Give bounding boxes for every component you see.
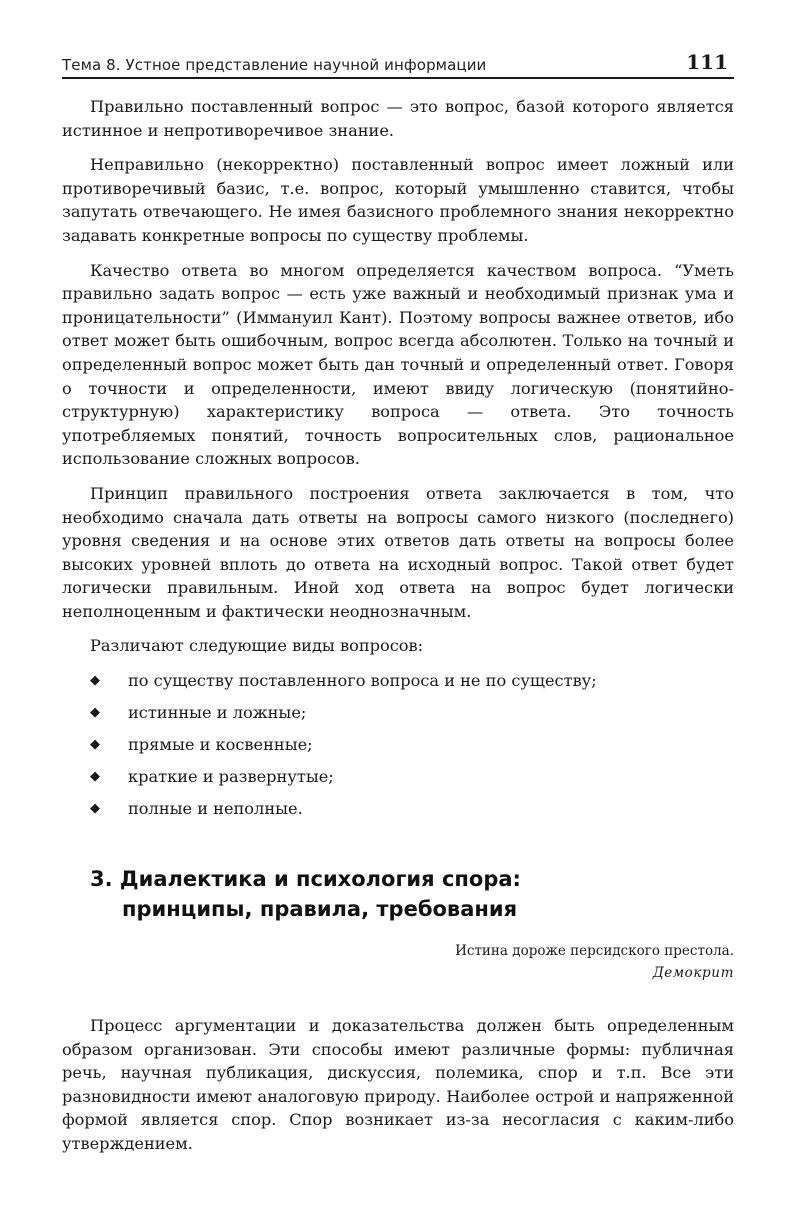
question-types-list	[62, 669, 734, 821]
section-paragraph: Процесс аргументации и доказательства должен быть определенным образом организован. Эти способы имеют различные формы: публичная речь, научная публикация, дискуссия, полемика, спор и т.п. Все эти разновидности имеют аналоговую природу. Наиболее острой и напряженной формой является спор. Спор возникает из-за несогласия с каким-либо утверждением.	[62, 1016, 734, 1153]
list-item	[62, 797, 734, 821]
list-item-text: по существу поставленного вопроса и не по существу;	[128, 671, 597, 691]
paragraph-2: Неправильно (некорректно) поставленный вопрос имеет ложный или противоречивый базис, т.е. вопрос, который умышленно ставится, чтобы запутать отвечающего. Не имея базисного проблемного знания некорректно задавать конкретные вопросы по существу проблемы.	[62, 155, 734, 245]
book-page	[62, 48, 734, 1167]
diamond-bullet-icon: ◆	[90, 705, 100, 721]
epigraph-quote: Истина дороже персидского престола.	[455, 943, 734, 960]
paragraph-1: Правильно поставленный вопрос — это вопрос, базой которого является истинное и непротиворечивое знание.	[62, 97, 734, 140]
list-item	[62, 765, 734, 789]
list-intro: Различают следующие виды вопросов:	[90, 636, 424, 656]
paragraph-4: Принцип правильного построения ответа заключается в том, что необходимо сначала дать ответы на вопросы самого низкого (последнего) уровня сведения и на основе этих ответов дать ответы на вопросы более высоких уровней вплоть до ответа на исходный вопрос. Такой ответ будет логически правильным. Иной ход ответа на вопрос будет логически неполноценным и фактически неоднозначным.	[62, 483, 734, 621]
list-item	[62, 701, 734, 725]
section-heading	[62, 864, 734, 924]
diamond-bullet-icon: ◆	[90, 673, 100, 689]
list-item-text: прямые и косвенные;	[128, 735, 313, 755]
paragraph-3: Качество ответа во многом определяется качеством вопроса. “Уметь правильно задать вопрос — есть уже важный и необходимый признак ума и проницательности” (Иммануил Кант). Поэтому вопросы важнее ответов, ибо ответ может быть ошибочным, вопрос всегда абсолютен. Только на точный и определенный вопрос может быть дан точный и определенный ответ. Говоря о точности и определенности, имеют ввиду логическую (понятийно-структурную) характеристику вопроса — ответа. Это точность употребляемых понятий, точность вопросительных слов, рациональное использование сложных вопросов.	[62, 260, 734, 469]
section-heading-line-1: 3. Диалектика и психология спора:	[90, 867, 521, 892]
list-item-text: краткие и развернутые;	[128, 767, 334, 787]
page-number: 111	[686, 50, 728, 74]
diamond-bullet-icon: ◆	[90, 769, 100, 785]
body-text	[62, 95, 734, 1156]
diamond-bullet-icon: ◆	[90, 801, 100, 817]
epigraph	[62, 940, 734, 984]
list-item-text: полные и неполные.	[128, 799, 303, 819]
diamond-bullet-icon: ◆	[90, 737, 100, 753]
chapter-title: Тема 8. Устное представление научной информации	[62, 56, 487, 74]
running-header	[62, 48, 734, 79]
list-item	[62, 733, 734, 757]
list-item	[62, 669, 734, 693]
section-heading-line-2: принципы, правила, требования	[122, 897, 518, 922]
epigraph-author: Демокрит	[652, 965, 734, 982]
list-item-text: истинные и ложные;	[128, 703, 307, 723]
